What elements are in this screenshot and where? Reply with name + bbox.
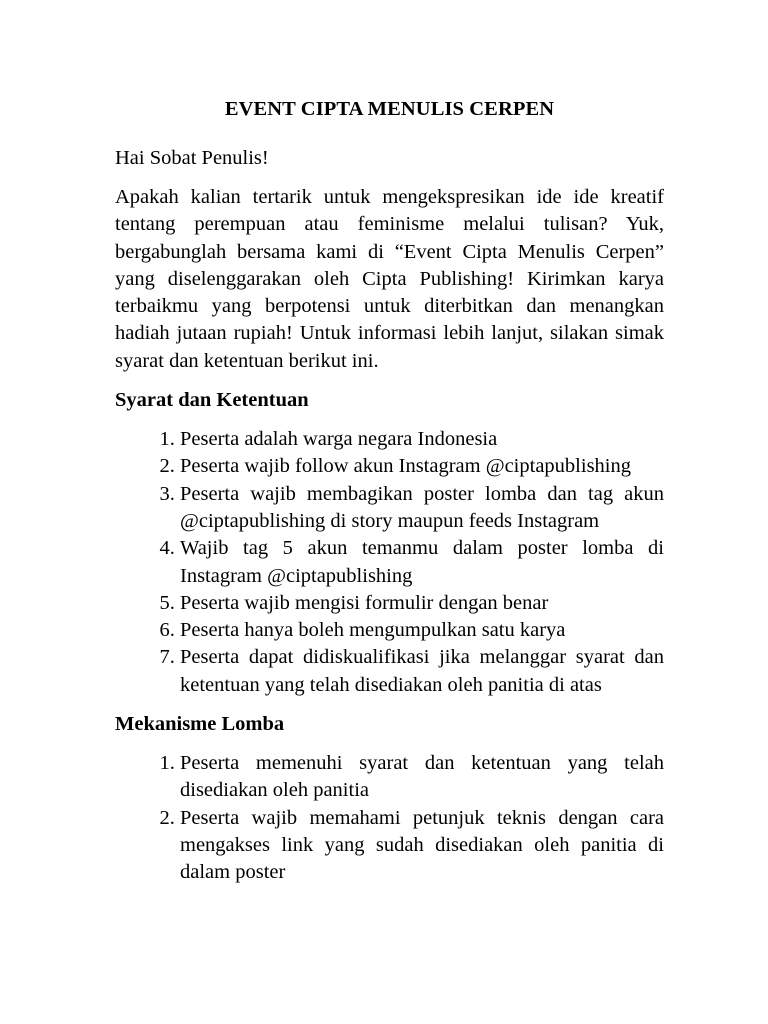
mekanisme-list	[115, 750, 664, 886]
section-mekanisme-lomba	[115, 711, 664, 886]
section-heading-mekanisme: Mekanisme Lomba	[115, 713, 285, 736]
list-item: 3. Peserta wajib membagikan poster lomba dan tag akun @ciptapublishing di story maupun feeds Instagram	[180, 481, 664, 536]
list-item: 2. Peserta wajib memahami petunjuk teknis dengan cara mengakses link yang sudah disediakan oleh panitia di dalam poster	[180, 805, 664, 887]
list-item: 1. Peserta memenuhi syarat dan ketentuan yang telah disediakan oleh panitia	[180, 750, 664, 805]
section-heading-syarat: Syarat dan Ketentuan	[115, 389, 309, 412]
list-item: 6. Peserta hanya boleh mengumpulkan satu karya	[180, 617, 664, 644]
syarat-list	[115, 426, 664, 699]
list-item: 7. Peserta dapat didiskualifikasi jika melanggar syarat dan ketentuan yang telah disediakan oleh panitia di atas	[180, 644, 664, 699]
list-item: 1. Peserta adalah warga negara Indonesia	[180, 426, 664, 453]
intro-paragraph: Apakah kalian tertarik untuk mengekspresikan ide ide kreatif tentang perempuan atau feminisme melalui tulisan? Yuk, bergabunglah bersama kami di “Event Cipta Menulis Cerpen” yang diselenggarakan oleh Cipta Publishing! Kirimkan karya terbaikmu yang berpotensi untuk diterbitkan dan menangkan hadiah jutaan rupiah! Untuk informasi lebih lanjut, silakan simak syarat dan ketentuan berikut ini.	[115, 186, 664, 372]
list-item: 5. Peserta wajib mengisi formulir dengan benar	[180, 590, 664, 617]
document-page	[115, 96, 664, 887]
section-syarat-ketentuan	[115, 387, 664, 699]
greeting: Hai Sobat Penulis!	[115, 147, 269, 169]
list-item: 2. Peserta wajib follow akun Instagram @ciptapublishing	[180, 453, 664, 480]
document-title: EVENT CIPTA MENULIS CERPEN	[224, 98, 555, 120]
list-item: 4. Wajib tag 5 akun temanmu dalam poster lomba di Instagram @ciptapublishing	[180, 535, 664, 590]
